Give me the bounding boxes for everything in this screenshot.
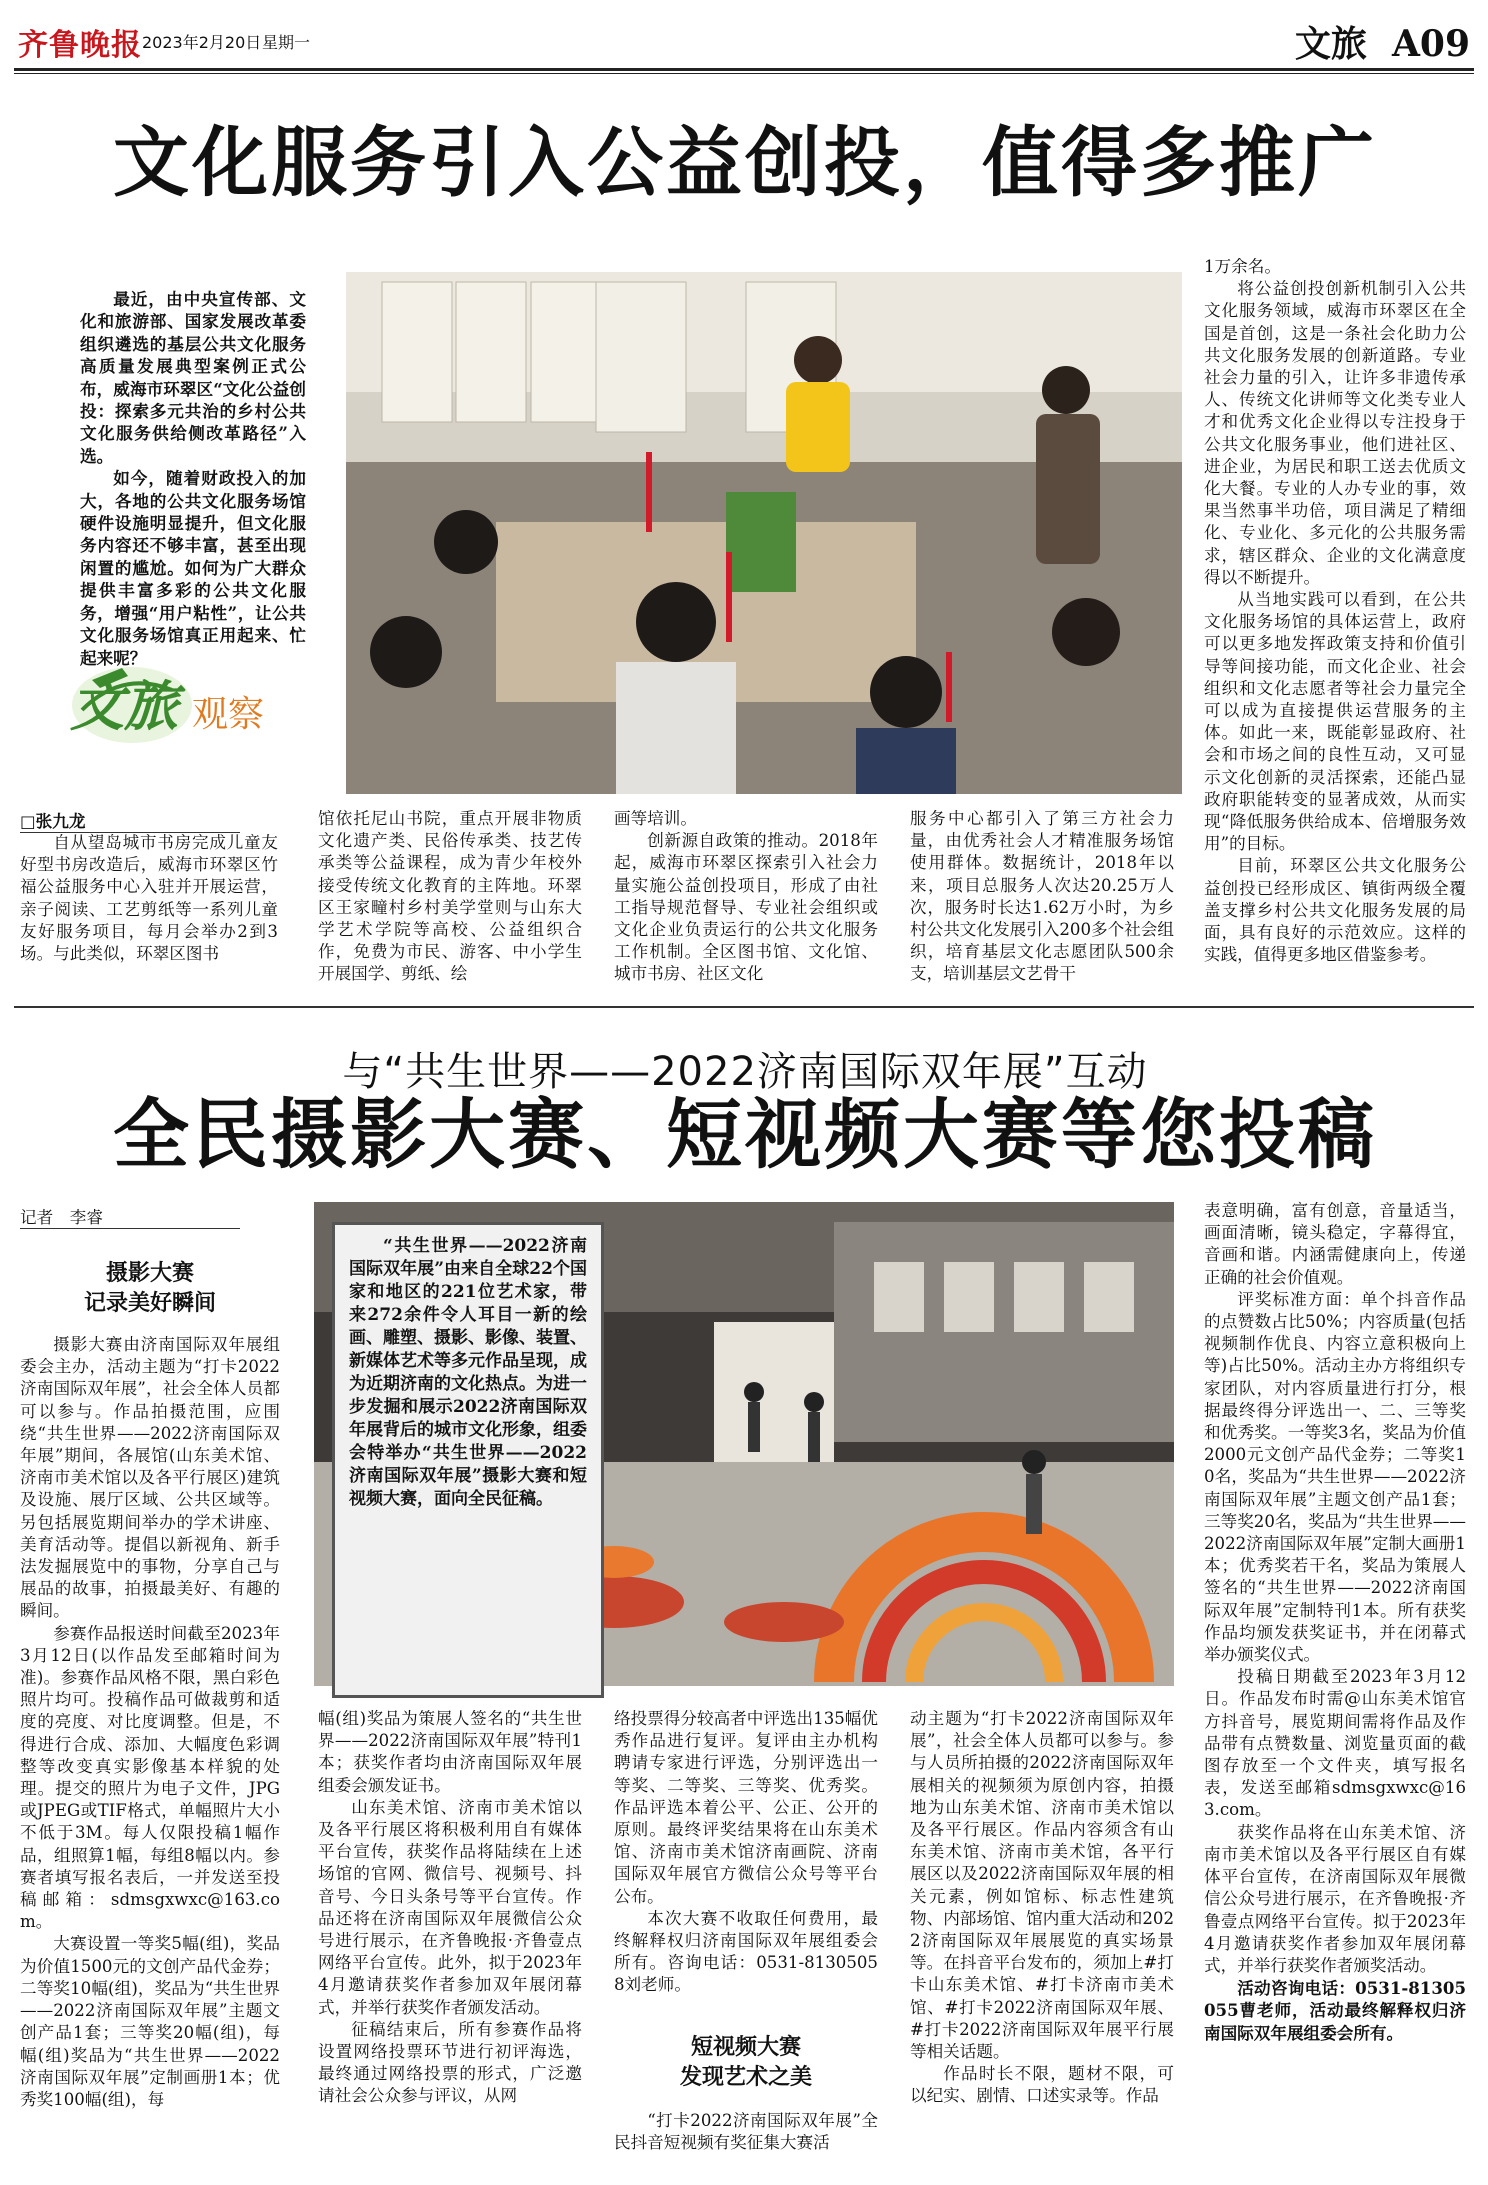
masthead-rule-thin <box>14 73 1474 74</box>
section-divider <box>14 1006 1474 1008</box>
article2-callout <box>332 1222 604 1698</box>
article1-col2-p1: 馆依托尼山书院，重点开展非物质文化遗产类、民俗传承类、技艺传承类等公益课程，成为青少年校外接受传统文化教育的主阵地。环翠区王家疃村乡村美学堂则与山东大学艺术学院等高校、公益组织合作，免费为市民、游客、中小学生开展国学、剪纸、绘 <box>318 809 582 984</box>
issue-weekday: 星期一 <box>262 33 311 52</box>
article1-right-col <box>1204 256 1466 994</box>
article1-right-p3: 从当地实践可以看到，在公共文化服务场馆的具体运营上，政府可以更多地发挥政策支持和价值引导等间接功能，而文化企业、社会组织和文化志愿者等社会力量完全可以成为直接提供运营服务的主体。如此一来，既能彰显政府、社会和市场之间的良性互动，又可显示文化创新的灵活探索，还能凸显政府职能转变的显著成效，从而实现“降低服务供给成本、倍增服务效用”的目标。 <box>1204 590 1466 854</box>
column-logo-sub: 观察 <box>192 694 265 735</box>
article2-right-p3: 投稿日期截至2023年3月12日。作品发布时需@山东美术馆官方抖音号，展览期间需将作品及作品带有点赞数量、浏览量页面的截图存放至一个文件夹，填写报名表，发送至邮箱sdmsgxwxc@163.com。 <box>1204 1667 1466 1820</box>
article2-col-a-p2: 山东美术馆、济南市美术馆以及各平行展区将积极利用自有媒体平台宣传，获奖作品将陆续在上述场馆的官网、微信号、视频号、抖音号、今日头条号等平台宣传。作品还将在济南国际双年展微信公众号进行展示，在齐鲁晚报·齐鲁壹点网络平台宣传。此外，拟于2023年4月邀请获奖作者参加双年展闭幕式，并举行获奖作者颁发活动。 <box>318 1797 582 2017</box>
article2-col-b2-p1: “打卡2022济南国际双年展”全民抖音短视频有奖征集大赛活 <box>614 2111 878 2153</box>
section-name: 文旅 <box>1294 23 1367 65</box>
column-logo <box>62 650 282 750</box>
article1-intro-p1: 最近，由中央宣传部、文化和旅游部、国家发展改革委组织遴选的基层公共文化服务高质量发展典型案例正式公布，威海市环翠区“文化公益创投：探索多元共治的乡村公共文化服务供给侧改革路径”入选。 <box>80 289 306 466</box>
article2-left-p1: 摄影大赛由济南国际双年展组委会主办，活动主题为“打卡2022济南国际双年展”，社会全体人员都可以参与。作品拍摄范围，应围绕“共生世界——2022济南国际双年展”期间，各展馆(山东美术馆、济南市美术馆以及各平行展区)建筑及设施、展厅区域、公共区域等。另包括展览期间举办的学术讲座、美育活动等。提倡以新视角、新手法发掘展览中的事物，分享自己与展品的故事，拍摄最美好、有趣的瞬间。 <box>20 1335 280 1621</box>
article2-col-b <box>614 1708 878 2008</box>
section-label <box>1295 16 1470 67</box>
article2-left-col <box>20 1334 280 2178</box>
article1-col1-p1: 自从望岛城市书房完成儿童友好型书房改造后，威海市环翠区竹福公益服务中心入驻并开展运营，亲子阅读、工艺剪纸等一系列儿童友好服务项目，每月会举办2到3场。与此类似，环翠区图书 <box>20 833 278 964</box>
article2-headline: 全民摄影大赛、短视频大赛等您投稿 <box>113 1090 1377 1179</box>
article1-col4-p1: 服务中心都引入了第三方社会力量，由优秀社会人才精准服务场馆使用群体。数据统计，2018年以来，项目总服务人次达20.25万人次，服务时长达1.62万小时，为乡村公共文化发展引入200多个社会组织，培育基层文化志愿团队500余支，培训基层文艺骨干 <box>910 809 1174 984</box>
article2-col-a-p1: 幅(组)奖品为策展人签名的“共生世界——2022济南国际双年展”特刊1本；获奖作者均由济南国际双年展组委会颁发证书。 <box>318 1709 582 1795</box>
newspaper-logo: 齐鲁晚报 <box>18 28 142 63</box>
classroom-photo-icon <box>346 272 1182 794</box>
article2-left-p3: 大赛设置一等奖5幅(组)，奖品为价值1500元的文创产品代金券；二等奖10幅(组)，奖品为“共生世界——2022济南国际双年展”主题文创产品1套；三等奖20幅(组)，每幅(组)奖品为“共生世界——2022济南国际双年展”定制画册1本；优秀奖100幅(组)，每 <box>20 1934 280 2109</box>
article2-right-p5: 活动咨询电话：0531-81305055曹老师，活动最终解释权归济南国际双年展组委会所有。 <box>1204 1978 1466 2043</box>
article2-right-p1: 表意明确，富有创意，音量适当，画面清晰，镜头稳定，字幕得宜，音画和谐。内涵需健康向上，传递正确的社会价值观。 <box>1204 1201 1466 1287</box>
article1-col3-p1: 画等培训。 <box>614 809 697 828</box>
section1-title <box>20 1258 280 1318</box>
article1-intro-p2: 如今，随着财政投入的加大，各地的公共文化服务场馆硬件设施明显提升，但文化服务内容还不够丰富，甚至出现闲置的尴尬。如何为广大群众提供丰富多彩的公共文化服务，增强“用户粘性”，让公共文化服务场馆真正用起来、忙起来呢？ <box>80 468 306 668</box>
article1-col3 <box>614 808 878 992</box>
article2-left-p2: 参赛作品报送时间截至2023年3月12日(以作品发至邮箱时间为准)。参赛作品风格不限，黑白彩色照片均可。投稿作品可做裁剪和适度的亮度、对比度调整。但是，不得进行合成、添加、大幅度色彩调整等改变真实影像基本样貌的处理。提交的照片为电子文件，JPG或JPEG或TIF格式，单幅照片大小不低于3M。每人仅限投稿1幅作品，组照算1幅，每组8幅以内。参赛者填写报名表后，一并发送至投稿邮箱：sdmsgxwxc@163.com。 <box>20 1623 280 1932</box>
article2-right-p4: 获奖作品将在山东美术馆、济南市美术馆以及各平行展区自有媒体平台宣传，在济南国际双年展微信公众号进行展示，在齐鲁晚报·齐鲁壹点网络平台宣传。拟于2023年4月邀请获奖作者参加双年展闭幕式，并举行获奖作者颁奖活动。 <box>1204 1822 1466 1975</box>
column-logo-main: 文旅 <box>70 674 178 738</box>
article1-byline: □张九龙 <box>20 808 240 833</box>
article1-col3-p2: 创新源自政策的推动。2018年起，威海市环翠区探索引入社会力量实施公益创投项目，形成了由社工指导规范督导、专业社会组织或文化企业负责运行的公共文化服务工作机制。全区图书馆、文化馆、城市书房、社区文化 <box>614 831 878 984</box>
section1-title-l2: 记录美好瞬间 <box>83 1290 216 1316</box>
article2-col-c-p1: 动主题为“打卡2022济南国际双年展”，社会全体人员都可以参与。参与人员所拍摄的2022济南国际双年展相关的视频须为原创内容，拍摄地为山东美术馆、济南市美术馆以及各平行展区。作品内容须含有山东美术馆、济南市美术馆，各平行展区以及2022济南国际双年展的相关元素，例如馆标、标志性建筑物、内部场馆、馆内重大活动和2022济南国际双年展展览的真实场景等。在抖音平台发布的，须加上#打卡山东美术馆、#打卡济南市美术馆、#打卡2022济南国际双年展、#打卡2022济南国际双年展平行展等相关话题。 <box>910 1709 1174 2062</box>
article2-subhead: 与“共生世界——2022济南国际双年展”互动 <box>342 1049 1148 1095</box>
section2-title-l2: 发现艺术之美 <box>679 2064 812 2090</box>
article2-right-col <box>1204 1200 1466 2178</box>
article2-byline: 记者 李睿 <box>20 1204 240 1229</box>
masthead-rule <box>14 68 1474 71</box>
photo-papercut-class <box>346 272 1182 794</box>
article1-col1 <box>20 832 278 992</box>
article1-intro <box>80 288 306 669</box>
article2-col-c <box>910 1708 1174 2178</box>
article2-callout-text: “共生世界——2022济南国际双年展”由来自全球22个国家和地区的221位艺术家，带来272余件令人耳目一新的绘画、雕塑、摄影、影像、装置、新媒体艺术等多元作品呈现，成为近期济南的文化热点。为进一步发掘和展示2022济南国际双年展背后的城市文化形象，组委会特举办“共生世界——2022济南国际双年展”摄影大赛和短视频大赛，面向全民征稿。 <box>349 1236 587 1509</box>
article1-headline: 文化服务引入公益创投，值得多推广 <box>113 118 1377 207</box>
article2-col-a-p3: 征稿结束后，所有参赛作品将设置网络投票环节进行初评海选，最终通过网络投票的形式，广泛邀请社会公众参与评议，从网 <box>318 2019 582 2106</box>
article1-col2 <box>318 808 582 992</box>
article1-right-p2: 将公益创投创新机制引入公共文化服务领域，威海市环翠区在全国是首创，这是一条社会化助力公共文化服务发展的创新道路。专业社会力量的引入，让许多非遗传承人、传统文化讲师等文化类专业人才和优秀文化企业得以专注投身于公共文化服务事业，他们进社区、进企业，为居民和职工送去优质文化大餐。专业的人办专业的事，效果当然事半功倍，项目满足了精细化、专业化、多元化的公共服务需求，辖区群众、企业的文化满意度得以不断提升。 <box>1204 279 1466 587</box>
article2-col-b-p1: 络投票得分较高者中评选出135幅优秀作品进行复评。复评由主办机构聘请专家进行评选，分别评选出一等奖、二等奖、三等奖、优秀奖。作品评选本着公平、公正、公开的原则。最终评奖结果将在山东美术馆、济南市美术馆济南画院、济南国际双年展官方微信公众号等平台公布。 <box>614 1709 878 1906</box>
article2-col-c-p2: 作品时长不限，题材不限，可以纪实、剧情、口述实录等。作品 <box>910 2064 1174 2106</box>
section1-title-l1: 摄影大赛 <box>105 1260 194 1286</box>
article1-col4 <box>910 808 1174 992</box>
article2-col-b-p2: 本次大赛不收取任何费用，最终解释权归济南国际双年展组委会所有。咨询电话：0531-81305058刘老师。 <box>614 1908 878 1995</box>
article2-right-p2: 评奖标准方面：单个抖音作品的点赞数占比50%；内容质量(包括视频制作优良、内容立意积极向上等)占比50%。活动主办方将组织专家团队，对内容质量进行打分，根据最终得分评选出一、二、三等奖和优秀奖。一等奖3名，奖品为价值2000元文创产品代金券；二等奖10名，奖品为“共生世界——2022济南国际双年展”主题文创产品1套；三等奖20名，奖品为“共生世界——2022济南国际双年展”定制大画册1本；优秀奖若干名，奖品为策展人签名的“共生世界——2022济南国际双年展”定制特刊1本。所有获奖作品均颁发获奖证书，并在闭幕式举办颁奖仪式。 <box>1204 1289 1466 1665</box>
issue-date: 2023年2月20日 <box>142 33 262 52</box>
article2-col-a <box>318 1708 582 2178</box>
section2-title-l1: 短视频大赛 <box>690 2034 801 2060</box>
article2-col-b2 <box>614 2110 878 2178</box>
article1-right-p1: 1万余名。 <box>1204 257 1281 276</box>
section2-title <box>614 2032 878 2092</box>
article1-right-p4: 目前，环翠区公共文化服务公益创投已经形成区、镇街两级全覆盖支撑乡村公共文化服务发展的局面，具有良好的示范效应。这样的实践，值得更多地区借鉴参考。 <box>1204 856 1466 965</box>
page-number: A09 <box>1391 23 1470 65</box>
